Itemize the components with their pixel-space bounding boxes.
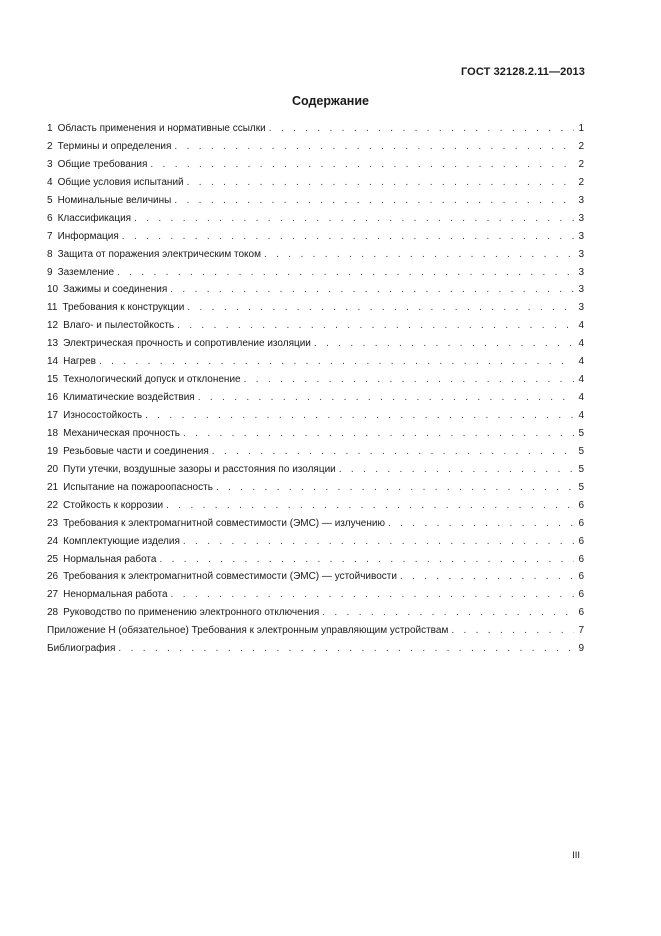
toc-entry-label: Классификация	[57, 212, 132, 224]
document-code: ГОСТ 32128.2.11—2013	[460, 66, 585, 78]
toc-entry-number: 20	[47, 463, 59, 475]
toc-entry-leader	[171, 586, 574, 604]
toc-entry-page: 5	[578, 427, 584, 439]
toc-entry-page: 2	[578, 140, 584, 152]
toc-entry-number: 10	[47, 284, 59, 296]
toc-entry-leader	[170, 281, 574, 299]
table-of-contents	[47, 120, 584, 658]
toc-entry-number: 12	[47, 320, 59, 332]
toc-entry-label: Номинальные величины	[57, 194, 172, 206]
toc-entry-page: 3	[578, 230, 584, 242]
toc-entry-page: 6	[578, 499, 584, 511]
toc-entry-page: 6	[578, 607, 584, 619]
toc-entry-leader	[388, 515, 574, 533]
toc-entry-number: 7	[47, 230, 53, 242]
toc-entry-number: 16	[47, 392, 59, 404]
toc-entry-leader	[339, 461, 574, 479]
toc-entry-label: Климатические воздействия	[63, 392, 195, 404]
toc-entry-page: 4	[578, 374, 584, 386]
toc-entry[interactable]	[47, 317, 584, 335]
toc-entry-number: 8	[47, 248, 53, 260]
toc-entry-page: 2	[578, 158, 584, 170]
toc-entry-label: Зажимы и соединения	[63, 284, 168, 296]
toc-entry-leader	[159, 551, 574, 569]
toc-entry[interactable]	[47, 461, 584, 479]
toc-entry[interactable]	[47, 192, 584, 210]
toc-entry-leader	[122, 228, 574, 246]
toc-entry-number: 27	[47, 589, 59, 601]
toc-entry-leader	[244, 371, 574, 389]
toc-entry-leader	[117, 264, 574, 282]
toc-entry-label: Термины и определения	[57, 140, 172, 152]
toc-entry-label: Влаго- и пылестойкость	[63, 320, 175, 332]
toc-entry-label: Защита от поражения электрическим током	[57, 248, 261, 260]
toc-entry-label: Заземление	[57, 266, 115, 278]
toc-entry-leader	[145, 407, 574, 425]
toc-entry-number: 14	[47, 356, 59, 368]
toc-entry[interactable]	[47, 138, 584, 156]
toc-entry[interactable]	[47, 533, 584, 551]
toc-entry-number: 4	[47, 176, 53, 188]
toc-entry[interactable]	[47, 281, 584, 299]
toc-entry-page: 4	[578, 320, 584, 332]
toc-entry-label: Информация	[57, 230, 119, 242]
toc-entry-page: 4	[578, 356, 584, 368]
toc-entry-number: 6	[47, 212, 53, 224]
toc-entry[interactable]	[47, 120, 584, 138]
toc-entry-page: 3	[578, 284, 584, 296]
toc-entry[interactable]	[47, 551, 584, 569]
toc-entry-page: 5	[578, 445, 584, 457]
toc-entry-leader	[174, 192, 574, 210]
toc-entry-number: 2	[47, 140, 53, 152]
toc-entry-label: Комплектующие изделия	[63, 535, 180, 547]
toc-entry-page: 6	[578, 589, 584, 601]
toc-entry-number: 11	[47, 302, 58, 314]
toc-entry-label: Ненормальная работа	[63, 589, 168, 601]
toc-entry-number: 15	[47, 374, 59, 386]
toc-entry-number: 3	[47, 158, 53, 170]
toc-entry-page: 5	[578, 481, 584, 493]
toc-entry-leader	[166, 497, 574, 515]
toc-entry-label: Общие требования	[57, 158, 148, 170]
toc-entry-leader	[134, 210, 574, 228]
toc-entry[interactable]	[47, 515, 584, 533]
toc-entry[interactable]	[47, 586, 584, 604]
toc-entry-label: Стойкость к коррозии	[63, 499, 164, 511]
toc-entry-label: Нагрев	[63, 356, 96, 368]
toc-entry[interactable]	[47, 228, 584, 246]
toc-entry-label: Область применения и нормативные ссылки	[57, 123, 266, 134]
toc-entry-number: 1	[47, 123, 53, 134]
toc-entry-page: 3	[578, 194, 584, 206]
toc-entry-page: 3	[578, 266, 584, 278]
toc-entry-leader	[451, 622, 574, 640]
toc-entry[interactable]	[47, 622, 584, 640]
toc-entry-leader	[183, 533, 574, 551]
toc-entry[interactable]	[47, 640, 584, 658]
toc-entry-leader	[183, 425, 574, 443]
toc-entry[interactable]	[47, 174, 584, 192]
toc-entry-leader	[322, 604, 574, 622]
toc-entry[interactable]	[47, 389, 584, 407]
toc-entry[interactable]	[47, 264, 584, 282]
toc-entry-label: Требования к конструкции	[62, 302, 185, 314]
toc-entry[interactable]	[47, 353, 584, 371]
toc-entry-label: Износостойкость	[63, 410, 143, 421]
toc-entry-leader	[269, 120, 574, 138]
toc-entry[interactable]	[47, 156, 584, 174]
toc-entry-number: 23	[47, 517, 59, 529]
toc-entry[interactable]	[47, 210, 584, 228]
toc-entry-number: 26	[47, 571, 59, 583]
toc-entry[interactable]	[47, 425, 584, 443]
toc-entry[interactable]	[47, 335, 584, 353]
toc-entry-label: Испытание на пожароопасность	[63, 481, 213, 493]
toc-entry-number: 21	[47, 481, 59, 493]
toc-entry-page: 5	[578, 463, 584, 475]
toc-entry[interactable]	[47, 479, 584, 497]
toc-entry[interactable]	[47, 246, 584, 264]
toc-entry-label: Требования к электромагнитной совместимости (ЭМС) — излучению	[63, 517, 385, 529]
toc-title: Содержание	[291, 94, 369, 108]
toc-entry-page: 4	[578, 410, 584, 421]
toc-entry-leader	[198, 389, 574, 407]
toc-entry-leader	[99, 353, 574, 371]
toc-entry-label: Библиография	[47, 643, 116, 655]
toc-entry-page: 4	[578, 392, 584, 404]
toc-entry-number: 9	[47, 266, 53, 278]
toc-entry-leader	[400, 568, 574, 586]
toc-entry-number: 19	[47, 445, 59, 457]
toc-entry-page: 3	[578, 212, 584, 224]
toc-entry-label: Электрическая прочность и сопротивление изоляции	[63, 338, 311, 350]
toc-entry-page: 6	[578, 571, 584, 583]
toc-entry[interactable]	[47, 407, 584, 425]
toc-entry-number: 5	[47, 194, 53, 206]
toc-entry-label: Резьбовые части и соединения	[63, 445, 209, 457]
toc-entry-label: Общие условия испытаний	[57, 176, 184, 188]
toc-entry[interactable]	[47, 497, 584, 515]
toc-entry-number: 13	[47, 338, 59, 350]
toc-entry-page: 6	[578, 553, 584, 565]
toc-entry-label: Пути утечки, воздушные зазоры и расстояния по изоляции	[63, 463, 336, 475]
toc-entry[interactable]	[47, 443, 584, 461]
toc-entry-page: 4	[578, 338, 584, 350]
toc-entry-leader	[177, 317, 574, 335]
toc-entry[interactable]	[47, 604, 584, 622]
toc-entry-label: Технологический допуск и отклонение	[63, 374, 241, 386]
toc-entry-label: Приложение Н (обязательное) Требования к электронным управляющим устройствам	[47, 625, 449, 637]
toc-entry-page: 2	[578, 176, 584, 188]
toc-entry-page: 6	[578, 517, 584, 529]
toc-entry-page: 3	[578, 302, 584, 314]
toc-entry-leader	[187, 299, 574, 317]
toc-entry-number: 25	[47, 553, 59, 565]
page-number: III	[572, 850, 580, 861]
toc-entry-leader	[216, 479, 574, 497]
toc-entry-number: 17	[47, 410, 59, 421]
toc-entry-leader	[314, 335, 574, 353]
toc-entry-leader	[212, 443, 574, 461]
toc-entry-label: Нормальная работа	[63, 553, 157, 565]
toc-entry-label: Механическая прочность	[63, 427, 180, 439]
toc-entry-page: 9	[578, 643, 584, 655]
toc-entry-leader	[174, 138, 574, 156]
toc-entry-leader	[264, 246, 574, 264]
toc-entry-number: 28	[47, 607, 59, 619]
toc-entry[interactable]	[47, 299, 584, 317]
toc-entry-number: 22	[47, 499, 59, 511]
toc-entry-page: 7	[578, 625, 584, 637]
toc-entry[interactable]	[47, 568, 584, 586]
toc-entry-leader	[150, 156, 574, 174]
toc-entry-page: 1	[578, 123, 584, 134]
toc-entry-leader	[118, 640, 574, 658]
toc-entry[interactable]	[47, 371, 584, 389]
toc-entry-label: Руководство по применению электронного отключения	[63, 607, 320, 619]
toc-entry-page: 3	[578, 248, 584, 260]
toc-entry-number: 24	[47, 535, 59, 547]
toc-entry-page: 6	[578, 535, 584, 547]
toc-entry-label: Требования к электромагнитной совместимости (ЭМС) — устойчивости	[63, 571, 397, 583]
toc-entry-number: 18	[47, 427, 59, 439]
toc-entry-leader	[187, 174, 574, 192]
